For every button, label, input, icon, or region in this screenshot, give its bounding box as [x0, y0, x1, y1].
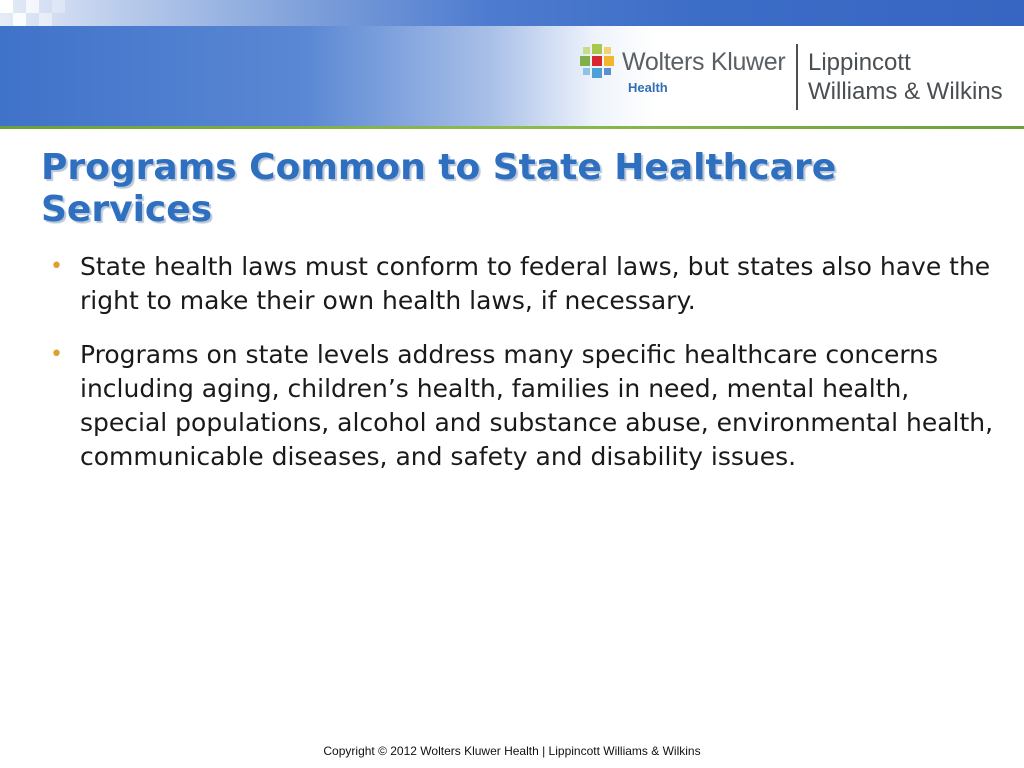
logo-divider [796, 44, 798, 110]
bullet-item [46, 250, 996, 318]
header-top-strip [0, 0, 1024, 26]
slide-title: Programs Common to State Healthcare Services [41, 147, 837, 230]
bullet-marker: • [50, 254, 63, 279]
imprint-line-2: Williams & Wilkins [808, 78, 1003, 105]
decorative-square [13, 13, 26, 26]
imprint-logo [808, 48, 1003, 106]
decorative-square [39, 13, 52, 26]
wolters-kluwer-mosaic-icon [580, 44, 614, 78]
decorative-square [0, 0, 13, 13]
imprint-line-1: Lippincott [808, 49, 911, 76]
bullet-item [46, 338, 996, 474]
header-rule [0, 126, 1024, 129]
bullet-list [46, 250, 996, 494]
copyright-footer: Copyright © 2012 Wolters Kluwer Health | Lippincott Williams & Wilkins [323, 744, 701, 758]
decorative-square [52, 0, 65, 13]
division-name: Health [628, 80, 668, 95]
bullet-marker: • [50, 342, 63, 367]
bullet-text: State health laws must conform to federal laws, but states also have the right to make their own health laws, if necessary. [80, 252, 991, 315]
bullet-text: Programs on state levels address many specific healthcare concerns including aging, children’s health, families in need, mental health, special populations, alcohol and substance abuse, environmental health, communicable diseases, and safety and disability issues. [80, 340, 994, 471]
decorative-square [26, 0, 39, 13]
company-name: Wolters Kluwer [622, 48, 786, 76]
